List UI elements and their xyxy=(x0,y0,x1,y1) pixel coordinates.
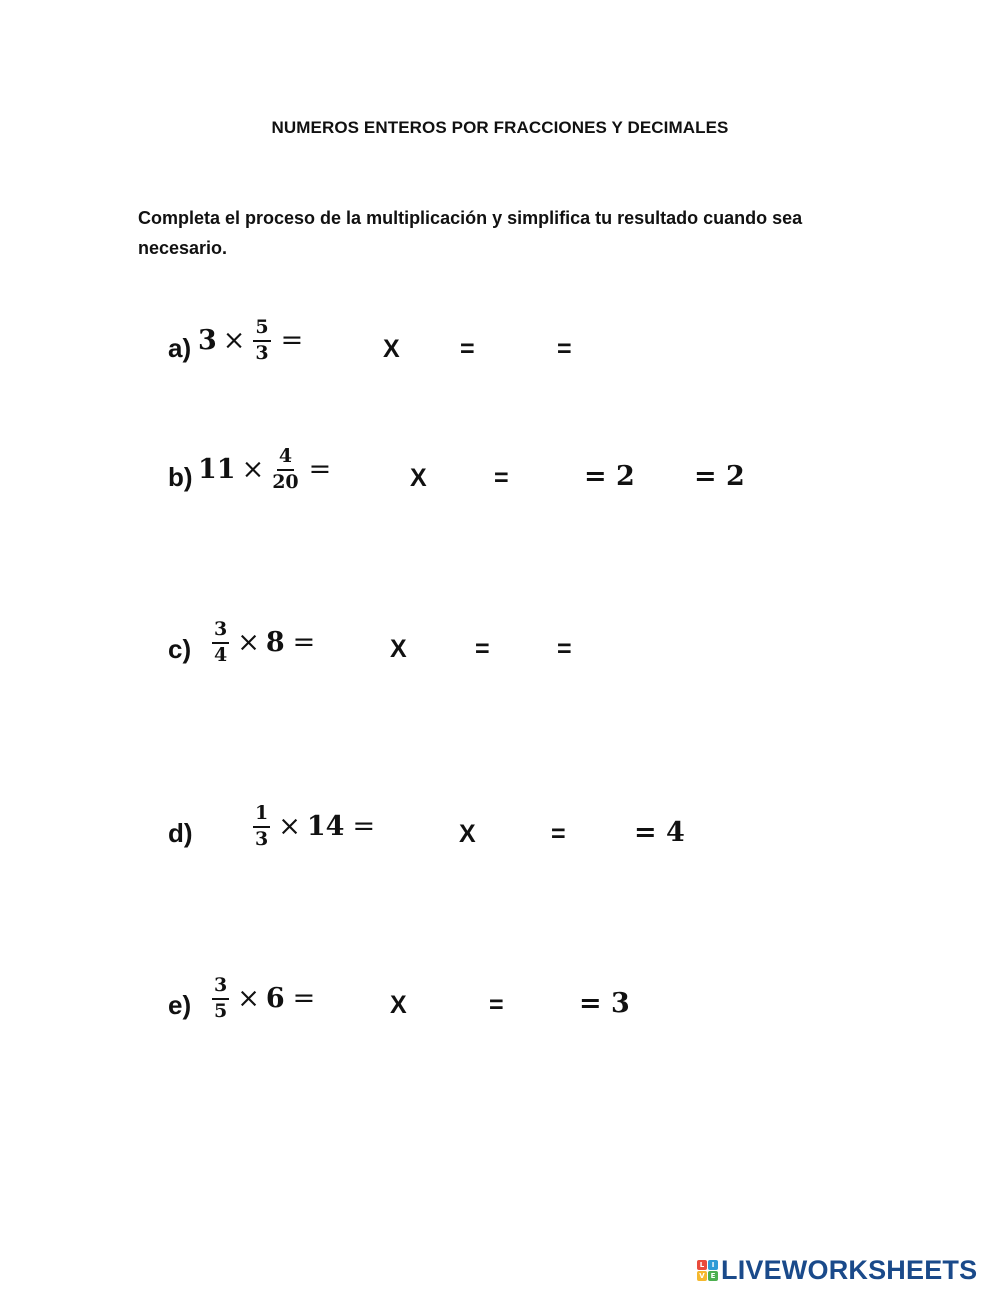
numerator: 1 xyxy=(253,804,270,828)
result-value: = 3 xyxy=(579,988,630,1019)
equals-mark: = xyxy=(557,335,572,363)
times-sign: × xyxy=(278,811,301,843)
denominator: 20 xyxy=(272,470,299,493)
logo-tiles-icon xyxy=(697,1260,718,1281)
logo-wordmark: LIVEWORKSHEETS xyxy=(721,1254,978,1285)
numerator: 4 xyxy=(277,447,294,471)
whole-number: 14 xyxy=(306,811,345,843)
result-value: = 2 xyxy=(584,461,635,492)
liveworksheets-logo xyxy=(697,1255,977,1285)
times-sign: × xyxy=(237,983,260,1015)
equals-sign: = xyxy=(352,811,376,843)
fraction xyxy=(272,447,298,493)
numerator: 3 xyxy=(212,620,229,644)
equals-mark: = xyxy=(557,635,572,663)
fraction xyxy=(253,804,270,850)
numerator: 5 xyxy=(253,318,270,342)
logo-tile: L xyxy=(697,1260,707,1270)
denominator: 4 xyxy=(214,643,228,666)
denominator: 3 xyxy=(255,827,269,850)
times-sign: × xyxy=(222,325,246,357)
exercise-label: c) xyxy=(168,634,192,664)
exercise-label: e) xyxy=(168,990,192,1020)
equals-sign: = xyxy=(292,983,316,1015)
whole-number: 8 xyxy=(265,627,285,659)
equals-mark: = xyxy=(551,820,566,848)
result-value: = 2 xyxy=(694,461,745,492)
fraction xyxy=(212,620,229,666)
whole-number: 6 xyxy=(265,983,285,1015)
times-x-mark: X xyxy=(410,464,427,492)
result-value: = 4 xyxy=(634,817,685,848)
exercise-label: a) xyxy=(168,333,192,363)
equals-mark: = xyxy=(489,991,504,1019)
equals-mark: = xyxy=(460,335,475,363)
equals-sign: = xyxy=(280,325,304,357)
worksheet-title: NUMEROS ENTEROS POR FRACCIONES Y DECIMALES xyxy=(271,118,729,137)
logo-tile: I xyxy=(708,1260,718,1270)
exercise-label: b) xyxy=(168,462,193,492)
numerator: 3 xyxy=(212,976,229,1000)
whole-number: 11 xyxy=(198,454,236,486)
expression xyxy=(210,976,315,1022)
logo-tile: V xyxy=(697,1271,707,1281)
instructions: Completa el proceso de la multiplicación y simplifica tu resultado cuando sea necesario. xyxy=(138,208,803,258)
equals-mark: = xyxy=(494,464,509,492)
whole-number: 3 xyxy=(198,325,217,357)
equals-sign: = xyxy=(308,454,332,486)
exercise-label: d) xyxy=(168,818,193,848)
times-sign: × xyxy=(237,627,260,659)
times-x-mark: X xyxy=(459,820,476,848)
times-x-mark: X xyxy=(383,335,400,363)
expression xyxy=(198,447,331,493)
fraction xyxy=(253,318,270,364)
times-x-mark: X xyxy=(390,991,407,1019)
expression xyxy=(251,804,375,850)
times-sign: × xyxy=(241,454,265,486)
times-x-mark: X xyxy=(390,635,407,663)
equals-mark: = xyxy=(475,635,490,663)
denominator: 3 xyxy=(255,341,269,364)
expression xyxy=(210,620,315,666)
fraction xyxy=(212,976,229,1022)
expression xyxy=(198,318,303,364)
equals-sign: = xyxy=(292,627,316,659)
logo-tile: E xyxy=(708,1271,718,1281)
denominator: 5 xyxy=(214,999,228,1022)
